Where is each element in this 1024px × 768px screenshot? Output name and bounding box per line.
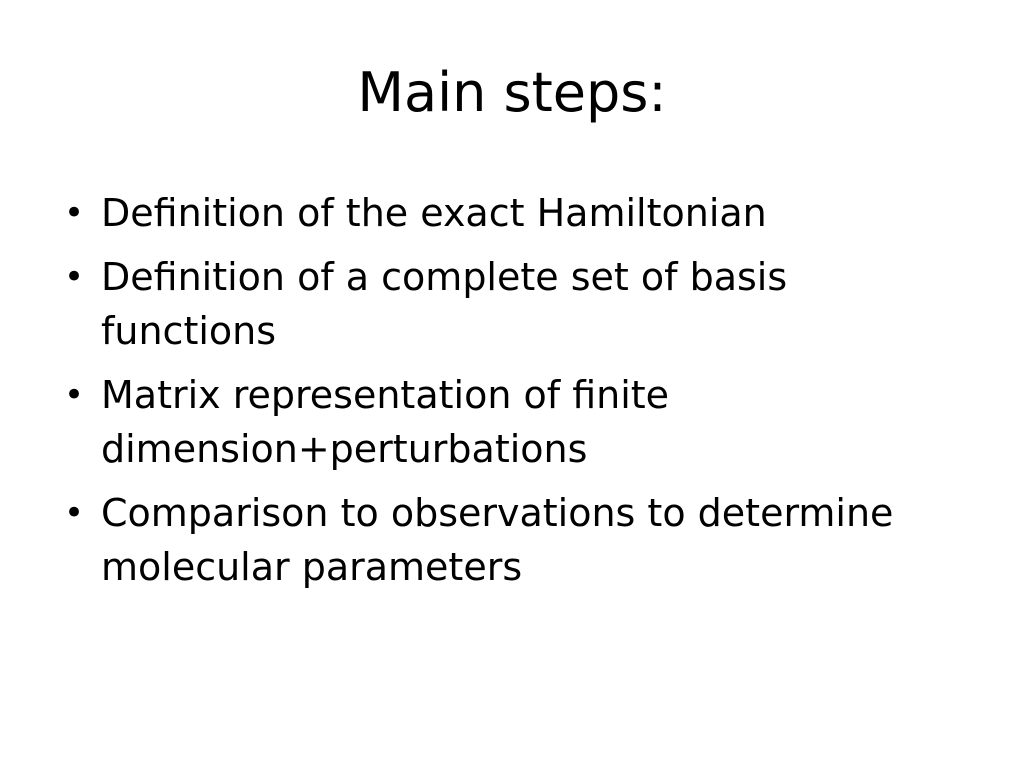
list-item [64,250,964,358]
bullet-icon: • [64,257,85,297]
bullet-icon: • [64,493,85,533]
bullet-text: Definition of a complete set of basis functions [101,255,788,353]
bullet-text: Matrix representation of finite dimension+perturbations [101,373,670,471]
list-item [64,186,964,240]
bullet-text: Definition of the exact Hamiltonian [101,191,767,235]
bullet-text: Comparison to observations to determine molecular parameters [101,491,894,589]
bullet-icon: • [64,375,85,415]
list-item [64,368,964,476]
bullet-list [64,186,964,604]
list-item [64,486,964,594]
slide-title: Main steps: [357,61,667,124]
bullet-icon: • [64,193,85,233]
